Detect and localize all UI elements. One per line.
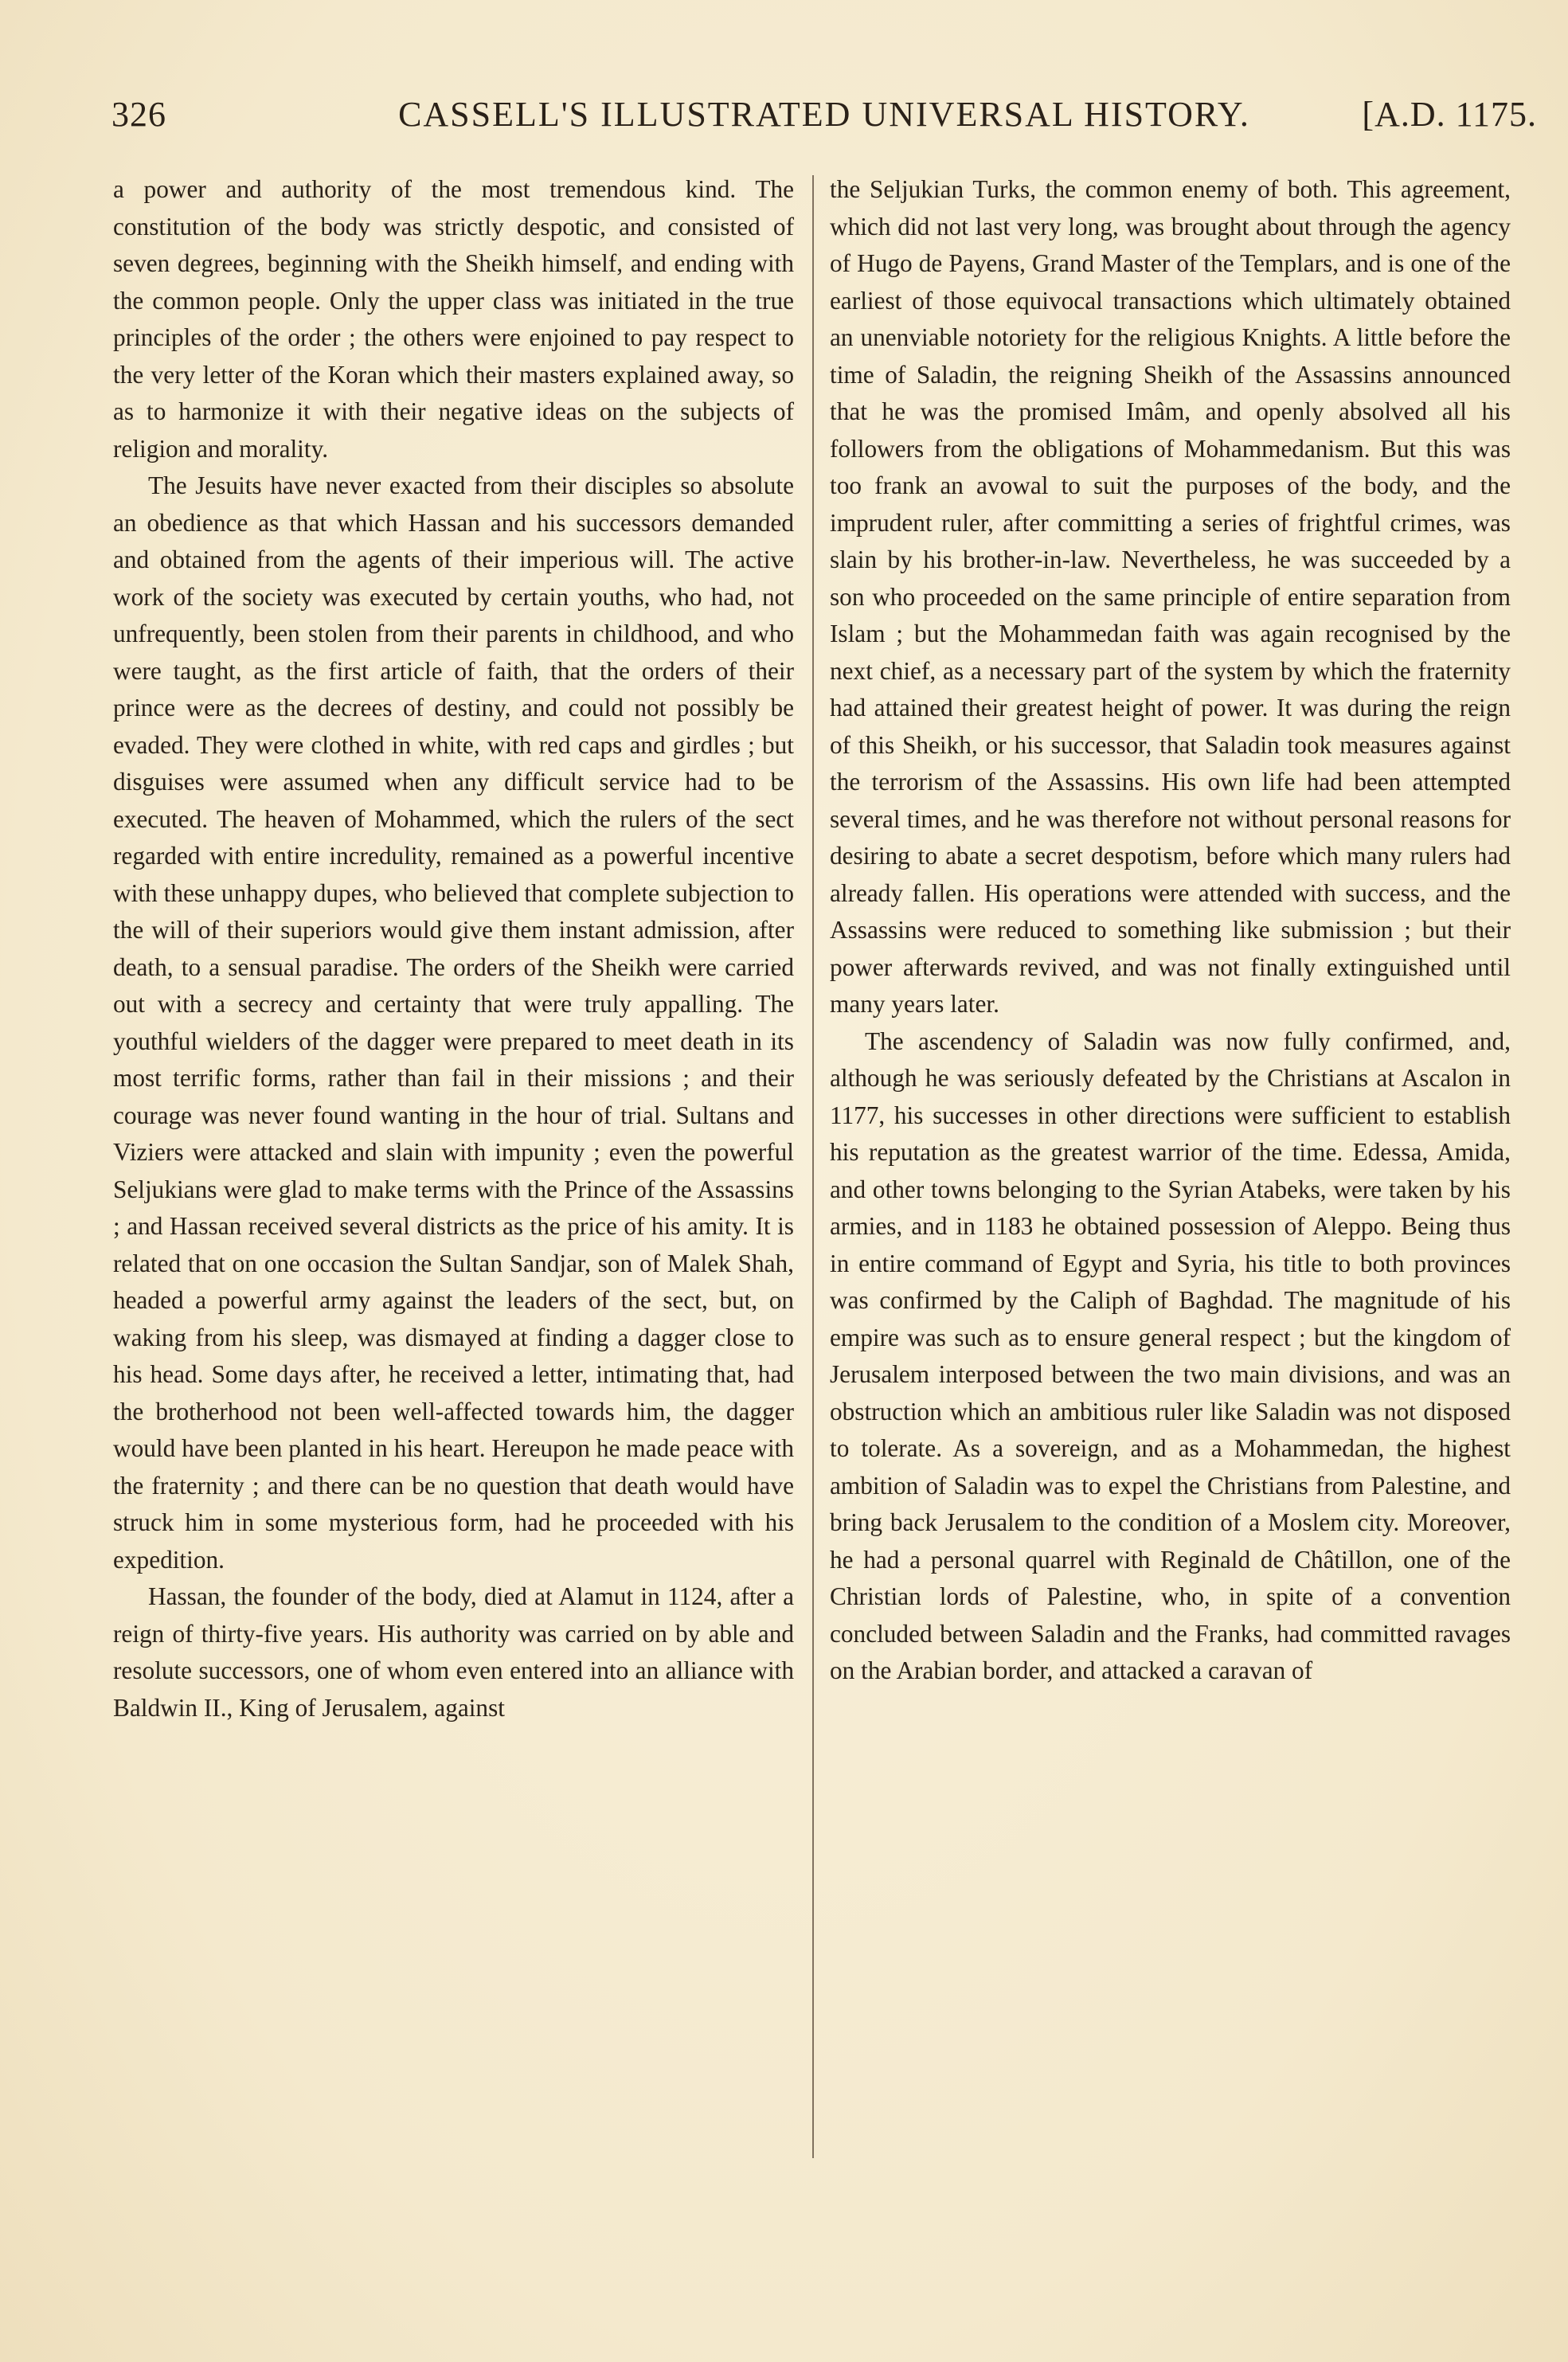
left-column [113,171,794,1727]
running-title: CASSELL'S ILLUSTRATED UNIVERSAL HISTORY. [398,95,1250,134]
paragraph: The ascendency of Saladin was now fully confirmed, and, although he was seriously defeated by the Christians at Ascalon in 1177, his successes in other directions were sufficient to establish his reputation as the greatest warrior of the time. Edessa, Amida, and other towns belonging to the Syrian Atabeks, were taken by his armies, and in 1183 he obtained possession of Aleppo. Being thus in entire command of Egypt and Syria, his title to both provinces was confirmed by the Caliph of Baghdad. The magnitude of his empire was such as to ensure general respect ; but the kingdom of Jerusalem interposed between the two main divisions, and was an obstruction which an ambitious ruler like Saladin was not disposed to tolerate. As a sovereign, and as a Mohammedan, the highest ambition of Saladin was to expel the Christians from Palestine, and bring back Jerusalem to the condition of a Moslem city. Moreover, he had a personal quarrel with Reginald de Châtillon, one of the Christian lords of Palestine, who, in spite of a convention concluded between Saladin and the Franks, had committed ravages on the Arabian border, and attacked a caravan of [830,1027,1511,1684]
paragraph: the Seljukian Turks, the common enemy of both. This agreement, which did not last very long, was brought about through the agency of Hugo de Payens, Grand Master of the Templars, and is one of the earliest of those equivocal transactions which ultimately obtained an unenviable notoriety for the religious Knights. A little before the time of Saladin, the reigning Sheikh of the Assassins announced that he was the promised Imâm, and openly absolved all his followers from the obligations of Mohammedanism. But this was too frank an avowal to suit the purposes of the body, and the imprudent ruler, after committing a series of frightful crimes, was slain by his brother-in-law. Nevertheless, he was succeeded by a son who proceeded on the same principle of entire separation from Islam ; but the Mohammedan faith was again recognised by the next chief, as a necessary part of the system by which the fraternity had attained their greatest height of power. It was during the reign of this Sheikh, or his successor, that Saladin took measures against the terrorism of the Assassins. His own life had been attempted several times, and he was therefore not without personal reasons for desiring to abate a secret despotism, before which many rulers had already fallen. His operations were attended with success, and the Assassins were reduced to something like submission ; but their power afterwards revived, and was not finally extinguished until many years later. [830,175,1511,1018]
page-number: 326 [111,95,166,134]
page-header [111,94,1537,150]
right-column [830,171,1511,1690]
paragraph: a power and authority of the most tremendous kind. The constitution of the body was strictly despotic, and consisted of seven degrees, beginning with the Sheikh himself, and ending with the common people. Only the upper class was initiated in the true principles of the order ; the others were enjoined to pay respect to the very letter of the Koran which their masters explained away, so as to harmonize it with their negative ideas on the subjects of religion and morality. [113,175,794,463]
paragraph: Hassan, the founder of the body, died at Alamut in 1124, after a reign of thirty-five years. His authority was carried on by able and resolute successors, one of whom even entered into an alliance with Baldwin II., King of Jerusalem, against [113,1582,794,1722]
column-divider [812,175,814,2158]
paragraph: The Jesuits have never exacted from their disciples so absolute an obedience as that which Hassan and his successors demanded and obtained from the agents of their imperious will. The active work of the society was executed by certain youths, who had, not unfrequently, been stolen from their parents in childhood, and who were taught, as the first article of faith, that the orders of their prince were as the decrees of destiny, and could not possibly be evaded. They were clothed in white, with red caps and girdles ; but disguises were assumed when any difficult service had to be executed. The heaven of Mohammed, which the rulers of the sect regarded with entire incredulity, remained as a powerful incentive with these unhappy dupes, who believed that complete subjection to the will of their superiors would give them instant admission, after death, to a sensual paradise. The orders of the Sheikh were carried out with a secrecy and certainty that were truly appalling. The youthful wielders of the dagger were prepared to meet death in its most terrific forms, rather than fail in their missions ; and their courage was never found wanting in the hour of trial. Sultans and Viziers were attacked and slain with impunity ; even the powerful Seljukians were glad to make terms with the Prince of the Assassins ; and Hassan received several districts as the price of his amity. It is related that on one occasion the Sultan Sandjar, son of Malek Shah, headed a powerful army against the leaders of the sect, but, on waking from his sleep, was dismayed at finding a dagger close to his head. Some days after, he received a letter, intimating that, had the brotherhood not been well-affected towards him, the dagger would have been planted in his heart. Hereupon he made peace with the fraternity ; and there can be no question that death would have struck him in some mysterious form, had he proceeded with his expedition. [113,471,794,1574]
header-date: [A.D. 1175. [1362,95,1537,134]
